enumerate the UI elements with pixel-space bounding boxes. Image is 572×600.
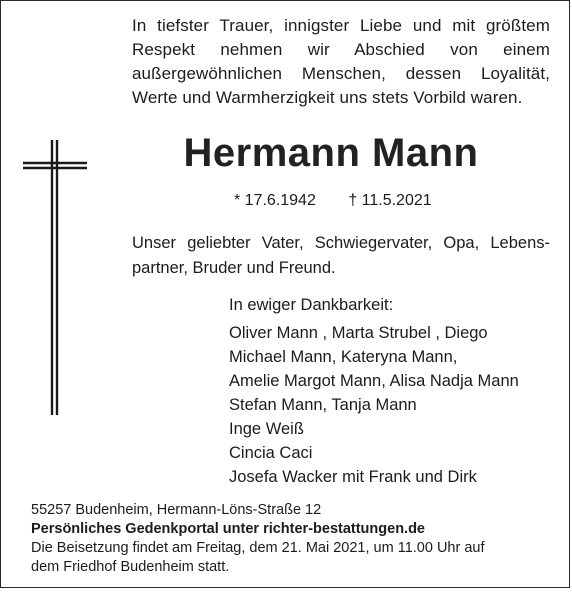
deceased-name: Hermann Mann — [183, 131, 479, 175]
memorial-portal-link[interactable]: Persönliches Gedenkportal unter richter-bestattungen.de — [31, 521, 425, 537]
funeral-info-line: Die Beisetzung findet am Freitag, dem 21. Mai 2021, um 11.00 Uhr auf — [31, 540, 485, 556]
funeral-info-line: dem Friedhof Budenheim statt. — [31, 559, 230, 575]
family-line: Unser geliebter Vater, Schwiegervater, Opa, Lebens- — [132, 234, 550, 252]
mourner-line: Josefa Wacker mit Frank und Dirk — [229, 468, 477, 486]
mourners-list — [229, 293, 559, 489]
intro-line: Respekt nehmen wir Abschied von einem — [132, 40, 550, 59]
mourner-line: Inge Weiß — [229, 420, 304, 438]
mourner-line: Michael Mann, Kateryna Mann, — [229, 348, 458, 366]
latin-cross-icon — [23, 140, 87, 415]
birth-date: * 17.6.1942 — [234, 192, 316, 209]
intro-line: Werte und Warmherzigkeit uns stets Vorbild waren. — [132, 88, 523, 107]
footer-info — [31, 501, 551, 577]
life-dates — [234, 190, 432, 212]
death-date: † 11.5.2021 — [348, 192, 432, 209]
mourner-line: Cincia Caci — [229, 444, 313, 462]
intro-text — [132, 14, 550, 110]
family-description — [132, 231, 550, 281]
mourners-heading: In ewiger Dankbarkeit: — [229, 296, 394, 314]
intro-line: In tiefster Trauer, innigster Liebe und mit größtem — [132, 16, 550, 35]
mourner-line: Amelie Margot Mann, Alisa Nadja Mann — [229, 372, 519, 390]
mourner-line: Oliver Mann , Marta Strubel , Diego — [229, 324, 488, 342]
intro-line: außergewöhnlichen Menschen, dessen Loyalität, — [132, 64, 550, 83]
mourner-line: Stefan Mann, Tanja Mann — [229, 396, 417, 414]
family-line: partner, Bruder und Freund. — [132, 259, 336, 277]
address-line: 55257 Budenheim, Hermann-Löns-Straße 12 — [31, 502, 322, 518]
